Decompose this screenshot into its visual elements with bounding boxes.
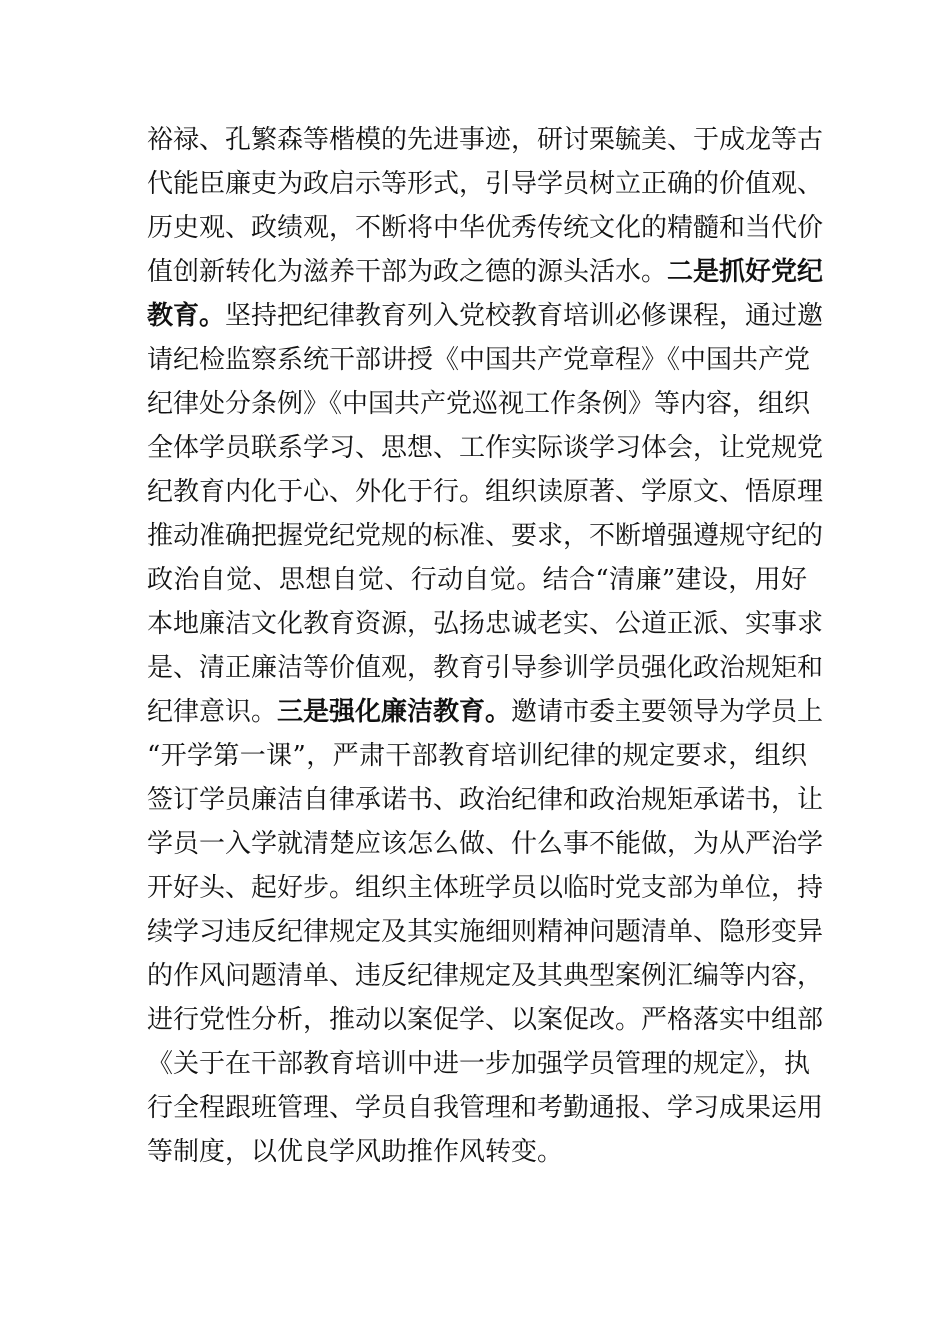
- paragraph-text: 开好头、起好步。组织主体班学员以临时党支部为单位，持: [147, 873, 824, 903]
- text-line: [147, 690, 824, 734]
- paragraph-text: 纪教育内化于心、外化于行。组织读原著、学原文、悟原理: [147, 477, 824, 507]
- text-line: [147, 558, 807, 602]
- text-line: [147, 162, 824, 206]
- paragraph-text: 等制度，以优良学风助推作风转变。: [147, 1137, 564, 1167]
- paragraph-text: 纪律意识。: [147, 697, 278, 727]
- paragraph-text: 请纪检监察系统干部讲授《中国共产党章程》《中国共产党: [147, 345, 811, 375]
- text-line: [147, 382, 811, 426]
- text-line: [147, 998, 824, 1042]
- text-line: [147, 734, 807, 778]
- bold-heading-text: 二是抓好党纪: [667, 257, 824, 287]
- text-line: [147, 954, 824, 998]
- paragraph-text: 签订学员廉洁自律承诺书、政治纪律和政治规矩承诺书，让: [147, 785, 824, 815]
- text-line: [147, 294, 824, 338]
- bold-heading-text: 教育。: [147, 301, 226, 331]
- text-line: [147, 910, 824, 954]
- text-line: [147, 118, 824, 162]
- paragraph-text: 值创新转化为滋养干部为政之德的源头活水。: [147, 257, 668, 287]
- text-line: [147, 426, 824, 470]
- bold-heading-text: 三是强化廉洁教育。: [277, 697, 512, 727]
- paragraph-text: 进行党性分析，推动以案促学、以案促改。严格落实中组部: [147, 1005, 824, 1035]
- paragraph-text: 纪律处分条例》《中国共产党巡视工作条例》等内容，组织: [147, 389, 811, 419]
- text-line: [147, 206, 824, 250]
- text-line: [147, 470, 824, 514]
- text-line: [147, 1042, 811, 1086]
- text-line: [147, 866, 824, 910]
- text-line: [147, 338, 811, 382]
- text-line: [147, 1130, 807, 1174]
- text-line: [147, 602, 824, 646]
- text-line: [147, 822, 824, 866]
- paragraph-text: “开学第一课”，严肃干部教育培训纪律的规定要求，组织: [147, 741, 807, 771]
- paragraph-text: 政治自觉、思想自觉、行动自觉。结合“清廉”建设，用好: [147, 565, 807, 595]
- text-line: [147, 250, 824, 294]
- paragraph-text: 邀请市委主要领导为学员上: [511, 697, 824, 727]
- text-line: [147, 1086, 824, 1130]
- paragraph-text: 代能臣廉吏为政启示等形式，引导学员树立正确的价值观、: [147, 169, 824, 199]
- paragraph-text: 全体学员联系学习、思想、工作实际谈学习体会，让党规党: [147, 433, 824, 463]
- paragraph-text: 坚持把纪律教育列入党校教育培训必修课程，通过邀: [225, 301, 824, 331]
- paragraph-text: 的作风问题清单、违反纪律规定及其典型案例汇编等内容，: [147, 961, 824, 991]
- body-text: [147, 118, 824, 1174]
- text-line: [147, 778, 824, 822]
- text-line: [147, 514, 824, 558]
- paragraph-text: 本地廉洁文化教育资源，弘扬忠诚老实、公道正派、实事求: [147, 609, 824, 639]
- paragraph-text: 学员一入学就清楚应该怎么做、什么事不能做，为从严治学: [147, 829, 824, 859]
- paragraph-text: 续学习违反纪律规定及其实施细则精神问题清单、隐形变异: [147, 917, 824, 947]
- paragraph-text: 《关于在干部教育培训中进一步加强学员管理的规定》，执: [147, 1049, 811, 1079]
- paragraph-text: 历史观、政绩观，不断将中华优秀传统文化的精髓和当代价: [147, 213, 824, 243]
- paragraph-text: 推动准确把握党纪党规的标准、要求，不断增强遵规守纪的: [147, 521, 824, 551]
- paragraph-text: 行全程跟班管理、学员自我管理和考勤通报、学习成果运用: [147, 1093, 824, 1123]
- text-line: [147, 646, 824, 690]
- paragraph-text: 裕禄、孔繁森等楷模的先进事迹，研讨栗毓美、于成龙等古: [147, 125, 824, 155]
- paragraph-text: 是、清正廉洁等价值观，教育引导参训学员强化政治规矩和: [147, 653, 824, 683]
